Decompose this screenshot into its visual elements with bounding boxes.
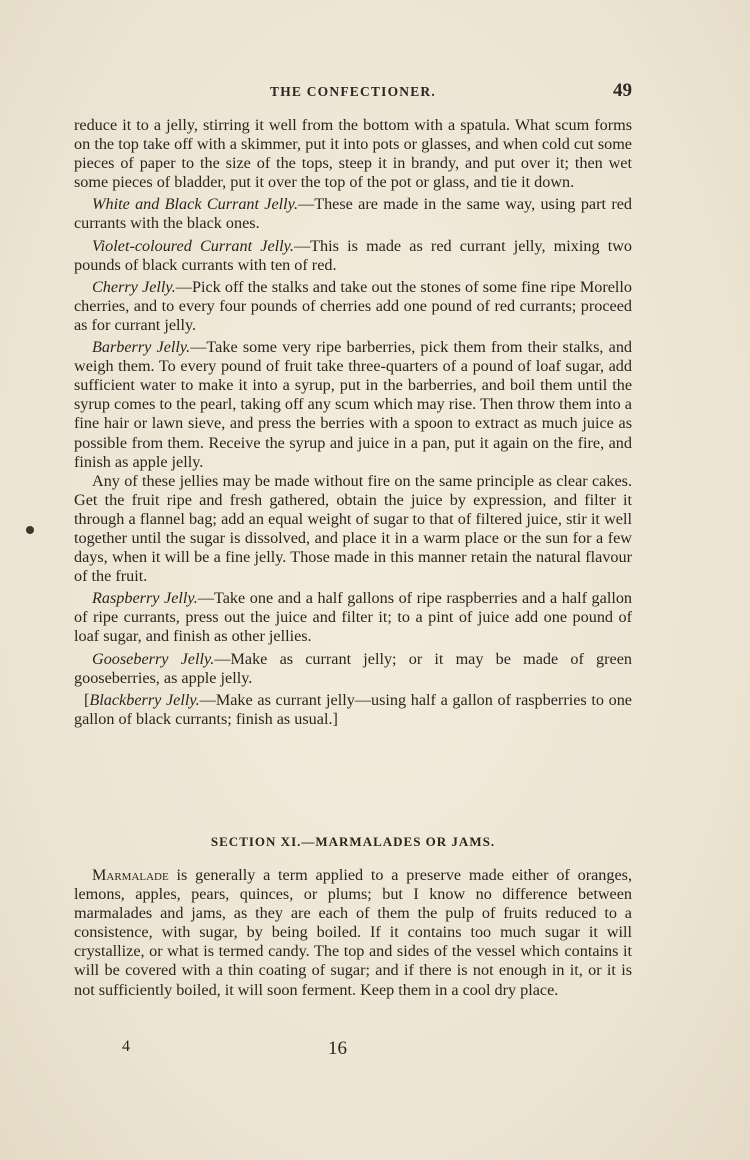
paragraph-barberry-jelly: Barberry Jelly.—Take some very ripe barberries, pick them from their stalks, and weigh them. To every pound of fruit take three-quarters of a pound of loaf sugar, add sufficient water to make it into a syrup, put in the barberries, and boil them until the syrup comes to the pearl, taking off any scum which may rise. Then throw them into a fine hair or lawn sieve, and press the berries with a spoon to extract as much juice as possible from them. Receive the syrup and juice in a pan, put it again on the fire, and finish as apple jelly. <box>74 338 633 471</box>
paragraph-gooseberry-jelly: Gooseberry Jelly.—Make as currant jelly; or it may be made of green gooseberries, as apple jelly. <box>74 649 632 687</box>
recipe-title: Raspberry Jelly. <box>92 589 198 608</box>
recipe-title: Cherry Jelly. <box>92 277 176 296</box>
paragraph-cherry-jelly: Cherry Jelly.—Pick off the stalks and take out the stones of some fine ripe Morello cherries, and to every four pounds of cherries add one pound of red currants; proceed as for currant jelly. <box>74 277 632 334</box>
lead-word: Marmalade <box>92 866 169 884</box>
paragraph-continued: reduce it to a jelly, stirring it well from the bottom with a spatula. What scum forms on the top take off with a skimmer, put it into pots or glasses, and when cold cut some pieces of paper to the size of the tops, steep it in brandy, and put over it; then wet some pieces of bladder, put it over the top of the pot or glass, and tie it down. <box>74 116 632 192</box>
running-head: THE CONFECTIONER. <box>270 84 436 99</box>
body-text <box>74 116 632 732</box>
paragraph-blackberry-jelly: [Blackberry Jelly.—Make as currant jelly—using half a gallon of raspberries to one gallon of black currants; finish as usual.] <box>74 690 632 728</box>
paragraph-jellies-without-fire: Any of these jellies may be made without fire on the same principle as clear cakes. Get the fruit ripe and fresh gathered, obtain the juice by expression, and filter it through a flannel bag; add an equal weight of sugar to that of filtered juice, stir it well together until the sugar is dissolved, and place it in a warm place or the sun for a few days, when it will be a fine jelly. Those made in this manner retain the natural flavour of the fruit. <box>74 471 632 586</box>
paragraph-white-black-currant-jelly: White and Black Currant Jelly.—These are made in the same way, using part red currants with the black ones. <box>74 195 632 233</box>
recipe-title: White and Black Currant Jelly. <box>92 195 299 214</box>
section-text <box>74 866 632 1000</box>
section-heading: SECTION XI.—MARMALADES OR JAMS. <box>210 834 496 849</box>
page-header <box>74 80 632 106</box>
footer-number: 16 <box>328 1038 347 1059</box>
recipe-title: Blackberry Jelly. <box>89 690 200 709</box>
page-number: 49 <box>613 80 632 101</box>
recipe-title: Gooseberry Jelly. <box>92 649 215 668</box>
recipe-title: Violet-coloured Currant Jelly. <box>92 236 294 255</box>
ink-spot <box>26 526 34 534</box>
paragraph-marmalade: Marmalade is generally a term applied to a preserve made either of oranges, lemons, apples, pears, quinces, or plums; but I know no difference between marmalades and jams, as they are each of them the pulp of fruits reduced to a consistence, with sugar, by being boiled. If it contains too much sugar it will crystallize, or what is termed candy. The top and sides of the vessel which contains it will be covered with a thin coating of sugar; and if there is not enough in it, or it is not sufficiently boiled, it will soon ferment. Keep them in a cool dry place. <box>74 866 632 999</box>
paragraph-violet-currant-jelly: Violet-coloured Currant Jelly.—This is made as red currant jelly, mixing two pounds of black currants with ten of red. <box>74 236 632 274</box>
recipe-title: Barberry Jelly. <box>92 338 191 357</box>
signature-mark: 4 <box>122 1038 130 1055</box>
paragraph-raspberry-jelly: Raspberry Jelly.—Take one and a half gallons of ripe raspberries and a half gallon of ripe currants, press out the juice and filter it; to a pint of juice add one pound of loaf sugar, and finish as other jellies. <box>74 589 633 646</box>
